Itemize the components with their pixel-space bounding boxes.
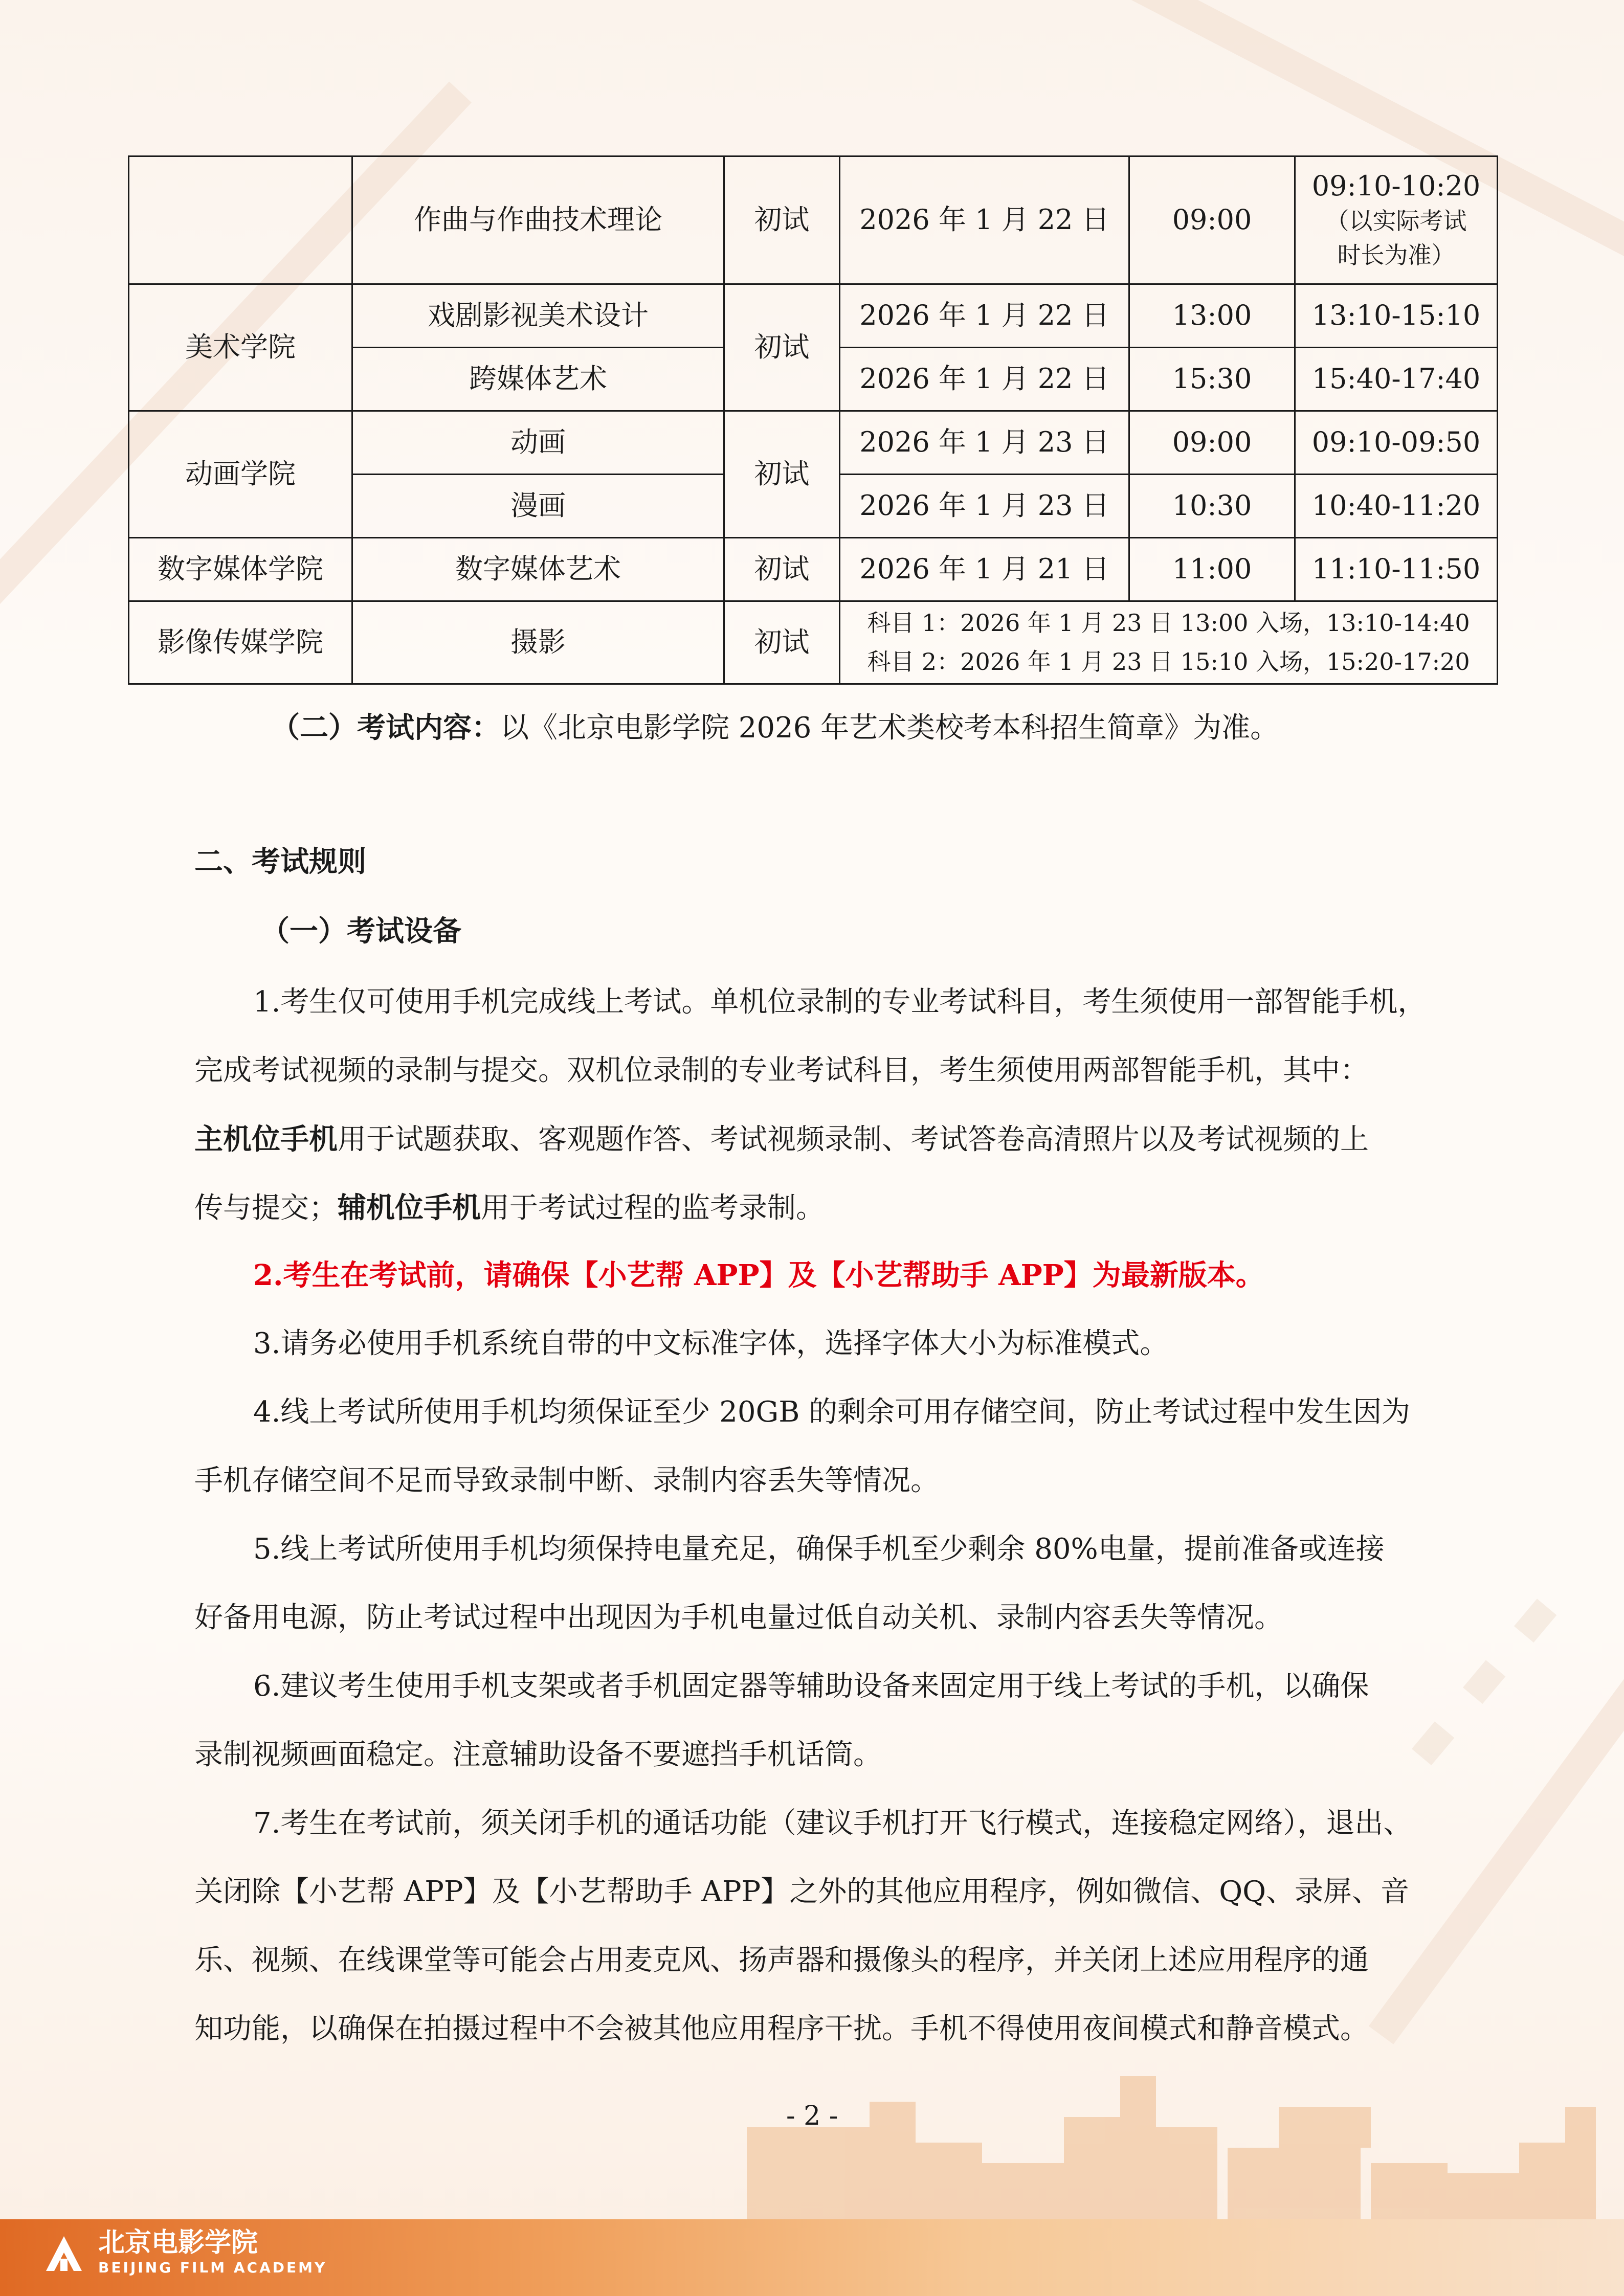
checkin-time-cell: 15:30 — [1129, 348, 1295, 411]
exam-time-cell — [1295, 156, 1498, 284]
paragraph-line: 好备用电源，防止考试过程中出现因为手机电量过低自动关机、录制内容丢失等情况。 — [194, 1601, 1283, 1634]
exam-content-label: （二）考试内容： — [271, 711, 500, 745]
checkin-time-cell: 09:00 — [1129, 156, 1295, 284]
date-cell: 2026 年 1 月 23 日 — [840, 411, 1129, 475]
major-cell: 戏剧影视美术设计 — [352, 284, 724, 348]
academy-logo — [41, 2227, 327, 2276]
college-cell: 数字媒体学院 — [129, 538, 352, 601]
date-cell: 2026 年 1 月 23 日 — [840, 475, 1129, 538]
paragraph-text: 用于考试过程的监考录制。 — [481, 1191, 825, 1225]
important-notice: 2.考生在考试前，请确保【小艺帮 APP】及【小艺帮助手 APP】为最新版本。 — [253, 1258, 1264, 1292]
college-cell: 美术学院 — [129, 284, 352, 411]
major-cell: 跨媒体艺术 — [352, 348, 724, 411]
checkin-time-cell: 13:00 — [1129, 284, 1295, 348]
paragraph-line: 录制视频画面稳定。注意辅助设备不要遮挡手机话筒。 — [194, 1738, 882, 1771]
paragraph-line: 4.线上考试所使用手机均须保证至少 20GB 的剩余可用存储空间，防止考试过程中发生因为 — [253, 1395, 1411, 1429]
exam-time-line: 09:10-10:20 — [1311, 169, 1481, 202]
round-cell: 初试 — [724, 284, 840, 411]
table-row — [129, 156, 1498, 284]
table-row — [129, 284, 1498, 348]
paragraph-line — [194, 1191, 1442, 1225]
exam-time-cell: 09:10-09:50 — [1295, 411, 1498, 475]
logo-text — [98, 2227, 327, 2276]
round-cell: 初试 — [724, 538, 840, 601]
paragraph-line: 知功能，以确保在拍摄过程中不会被其他应用程序干扰。手机不得使用夜间模式和静音模式。 — [194, 2012, 1369, 2045]
film-gate-icon — [41, 2230, 87, 2276]
exam-time-cell: 10:40-11:20 — [1295, 475, 1498, 538]
paragraph-line — [194, 1122, 1442, 1156]
round-cell: 初试 — [724, 411, 840, 538]
paragraph-line: 1.考生仅可使用手机完成线上考试。单机位录制的专业考试科目，考生须使用一部智能手机， — [253, 985, 1427, 1019]
date-cell: 2026 年 1 月 21 日 — [840, 538, 1129, 601]
exam-schedule-table — [128, 155, 1498, 685]
exam-time-note: （以实际考试 — [1325, 207, 1467, 235]
exam-content-text: 以《北京电影学院 2026 年艺术类校考本科招生简章》为准。 — [500, 711, 1279, 745]
paragraph-line: 7.考生在考试前，须关闭手机的通话功能（建议手机打开飞行模式，连接稳定网络），退出、 — [253, 1807, 1412, 1840]
exam-time-cell: 15:40-17:40 — [1295, 348, 1498, 411]
paragraph-line: 关闭除【小艺帮 APP】及【小艺帮助手 APP】之外的其他应用程序，例如微信、QQ、录屏、音 — [194, 1875, 1410, 1908]
paragraph-line: 乐、视频、在线课堂等可能会占用麦克风、扬声器和摄像头的程序，并关闭上述应用程序的通 — [194, 1944, 1369, 1977]
paragraph-line: 6.建议考生使用手机支架或者手机固定器等辅助设备来固定用于线上考试的手机，以确保 — [253, 1670, 1369, 1703]
date-cell: 2026 年 1 月 22 日 — [840, 284, 1129, 348]
subject-schedule-cell — [840, 601, 1498, 684]
round-cell: 初试 — [724, 601, 840, 684]
table-row — [129, 538, 1498, 601]
aux-phone-label: 辅机位手机 — [338, 1191, 481, 1225]
paragraph-text: 用于试题获取、客观题作答、考试视频录制、考试答卷高清照片以及考试视频的上 — [338, 1123, 1369, 1156]
subsection-title: （一）考试设备 — [261, 914, 461, 948]
paragraph-text: 传与提交； — [194, 1191, 338, 1225]
checkin-time-cell: 09:00 — [1129, 411, 1295, 475]
section-title: 二、考试规则 — [194, 845, 366, 879]
subject-line: 科目 2：2026 年 1 月 23 日 15:10 入场，15:20-17:20 — [867, 647, 1470, 676]
date-cell: 2026 年 1 月 22 日 — [840, 348, 1129, 411]
checkin-time-cell: 10:30 — [1129, 475, 1295, 538]
major-cell: 漫画 — [352, 475, 724, 538]
college-cell — [129, 156, 352, 284]
logo-name-cn: 北京电影学院 — [98, 2227, 258, 2258]
table-row — [129, 411, 1498, 475]
college-cell: 动画学院 — [129, 411, 352, 538]
major-cell: 动画 — [352, 411, 724, 475]
major-cell: 摄影 — [352, 601, 724, 684]
paragraph-line: 3.请务必使用手机系统自带的中文标准字体，选择字体大小为标准模式。 — [253, 1327, 1169, 1360]
college-cell: 影像传媒学院 — [129, 601, 352, 684]
page-number: - 2 - — [786, 2101, 838, 2131]
major-cell: 数字媒体艺术 — [352, 538, 724, 601]
exam-content-paragraph — [271, 711, 1519, 745]
exam-time-cell: 11:10-11:50 — [1295, 538, 1498, 601]
round-cell: 初试 — [724, 156, 840, 284]
checkin-time-cell: 11:00 — [1129, 538, 1295, 601]
exam-time-cell: 13:10-15:10 — [1295, 284, 1498, 348]
subject-line: 科目 1：2026 年 1 月 23 日 13:00 入场，13:10-14:40 — [867, 609, 1470, 637]
major-cell: 作曲与作曲技术理论 — [352, 156, 724, 284]
table-row — [129, 601, 1498, 684]
paragraph-line: 5.线上考试所使用手机均须保持电量充足，确保手机至少剩余 80%电量，提前准备或连接 — [253, 1533, 1385, 1566]
logo-name-en: BEIJING FILM ACADEMY — [98, 2259, 327, 2276]
date-cell: 2026 年 1 月 22 日 — [840, 156, 1129, 284]
paragraph-line: 手机存储空间不足而导致录制中断、录制内容丢失等情况。 — [194, 1464, 939, 1497]
main-phone-label: 主机位手机 — [194, 1122, 338, 1156]
paragraph-line: 完成考试视频的录制与提交。双机位录制的专业考试科目，考生须使用两部智能手机，其中： — [194, 1054, 1369, 1087]
exam-time-note: 时长为准） — [1337, 241, 1455, 269]
